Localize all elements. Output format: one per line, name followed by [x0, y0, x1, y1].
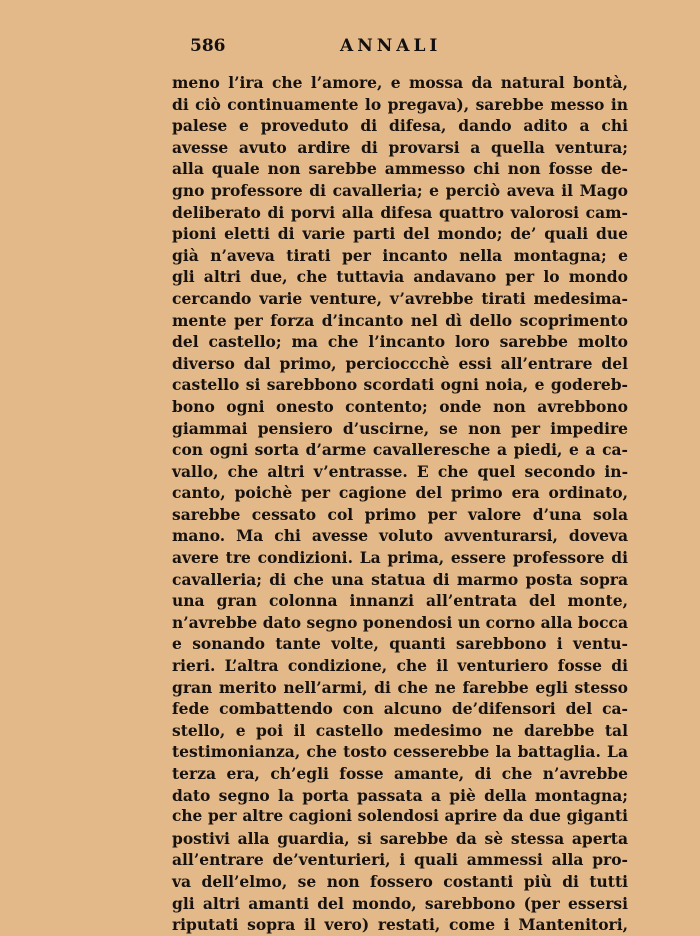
text-line: terza era, ch’egli fosse amante, di che n’avrebbe [172, 764, 628, 783]
text-line: e sonando tante volte, quanti sarebbono i ventu- [172, 634, 628, 654]
text-line: mano. Ma chi avesse voluto avventurarsi, doveva [172, 526, 628, 546]
text-line: deliberato di porvi alla difesa quattro valorosi cam- [172, 202, 628, 222]
text-line: stello, e poi il castello medesimo ne darebbe tal [172, 720, 628, 740]
text-line: pioni eletti di varie parti del mondo; de’ quali due [172, 224, 628, 244]
text-line: fede combattendo con alcuno de’difensori del ca- [172, 699, 628, 719]
text-line: una gran colonna innanzi all’entrata del monte, [172, 591, 628, 611]
text-line: di ciò continuamente lo pregava), sarebbe messo in [172, 94, 628, 114]
text-line: cavalleria; di che una statua di marmo posta sopra [172, 569, 628, 589]
text-line: gno professore di cavalleria; e perciò aveva il Mago [172, 180, 628, 200]
text-line: mente per forza d’incanto nel dì dello scoprimento [172, 310, 628, 330]
text-line: che per altre cagioni solendosi aprire da due giganti [172, 807, 628, 826]
text-line: avesse avuto ardire di provarsi a quella ventura; [172, 137, 628, 157]
text-line: bono ogni onesto contento; onde non avrebbono [172, 396, 628, 416]
text-line: già n’aveva tirati per incanto nella montagna; e [172, 245, 628, 265]
text-line: sarebbe cessato col primo per valore d’una sola [172, 504, 628, 524]
text-line: gli altri amanti del mondo, sarebbono (per essersi [172, 893, 628, 913]
text-line: rieri. L’altra condizione, che il venturiero fosse di [172, 656, 628, 676]
text-line: meno l’ira che l’amore, e mossa da natural bontà, [172, 73, 628, 92]
text-line: testimonianza, che tosto cesserebbe la battaglia. La [172, 742, 628, 762]
running-title: ANNALI [340, 36, 442, 56]
text-line: gli altri due, che tuttavia andavano per lo mondo [172, 267, 628, 287]
text-line: riputati sopra il vero) restati, come i Mantenitori, [172, 915, 628, 935]
text-line: all’entrare de’venturieri, i quali ammessi alla pro- [172, 850, 628, 870]
text-line: giammai pensiero d’uscirne, se non per impedire [172, 418, 628, 438]
text-line: canto, poichè per cagione del primo era ordinato, [172, 483, 628, 503]
text-line: del castello; ma che l’incanto loro sarebbe molto [172, 332, 628, 352]
text-line: diverso dal primo, percioccchè essi all’entrare del [172, 353, 628, 373]
text-line: avere tre condizioni. La prima, essere professore di [172, 548, 628, 568]
text-line: dato segno la porta passata a piè della montagna; [172, 785, 628, 805]
body-text [172, 72, 628, 936]
text-line: alla quale non sarebbe ammesso chi non fosse de- [172, 159, 628, 179]
text-line: vallo, che altri v’entrasse. E che quel secondo in- [172, 461, 628, 481]
text-line: cercando varie venture, v’avrebbe tirati medesima- [172, 288, 628, 308]
text-line: va dell’elmo, se non fossero costanti più di tutti [172, 871, 628, 891]
text-line: n’avrebbe dato segno ponendosi un corno alla bocca [172, 612, 628, 632]
page-number: 586 [190, 36, 226, 56]
text-line: con ogni sorta d’arme cavalleresche a piedi, e a ca- [172, 440, 628, 460]
text-line: postivi alla guardia, si sarebbe da sè stessa aperta [172, 828, 628, 848]
text-line: palese e proveduto di difesa, dando adito a chi [172, 116, 628, 136]
text-line: gran merito nell’armi, di che ne farebbe egli stesso [172, 677, 628, 697]
text-line: castello si sarebbono scordati ogni noia, e godereb- [172, 375, 628, 395]
